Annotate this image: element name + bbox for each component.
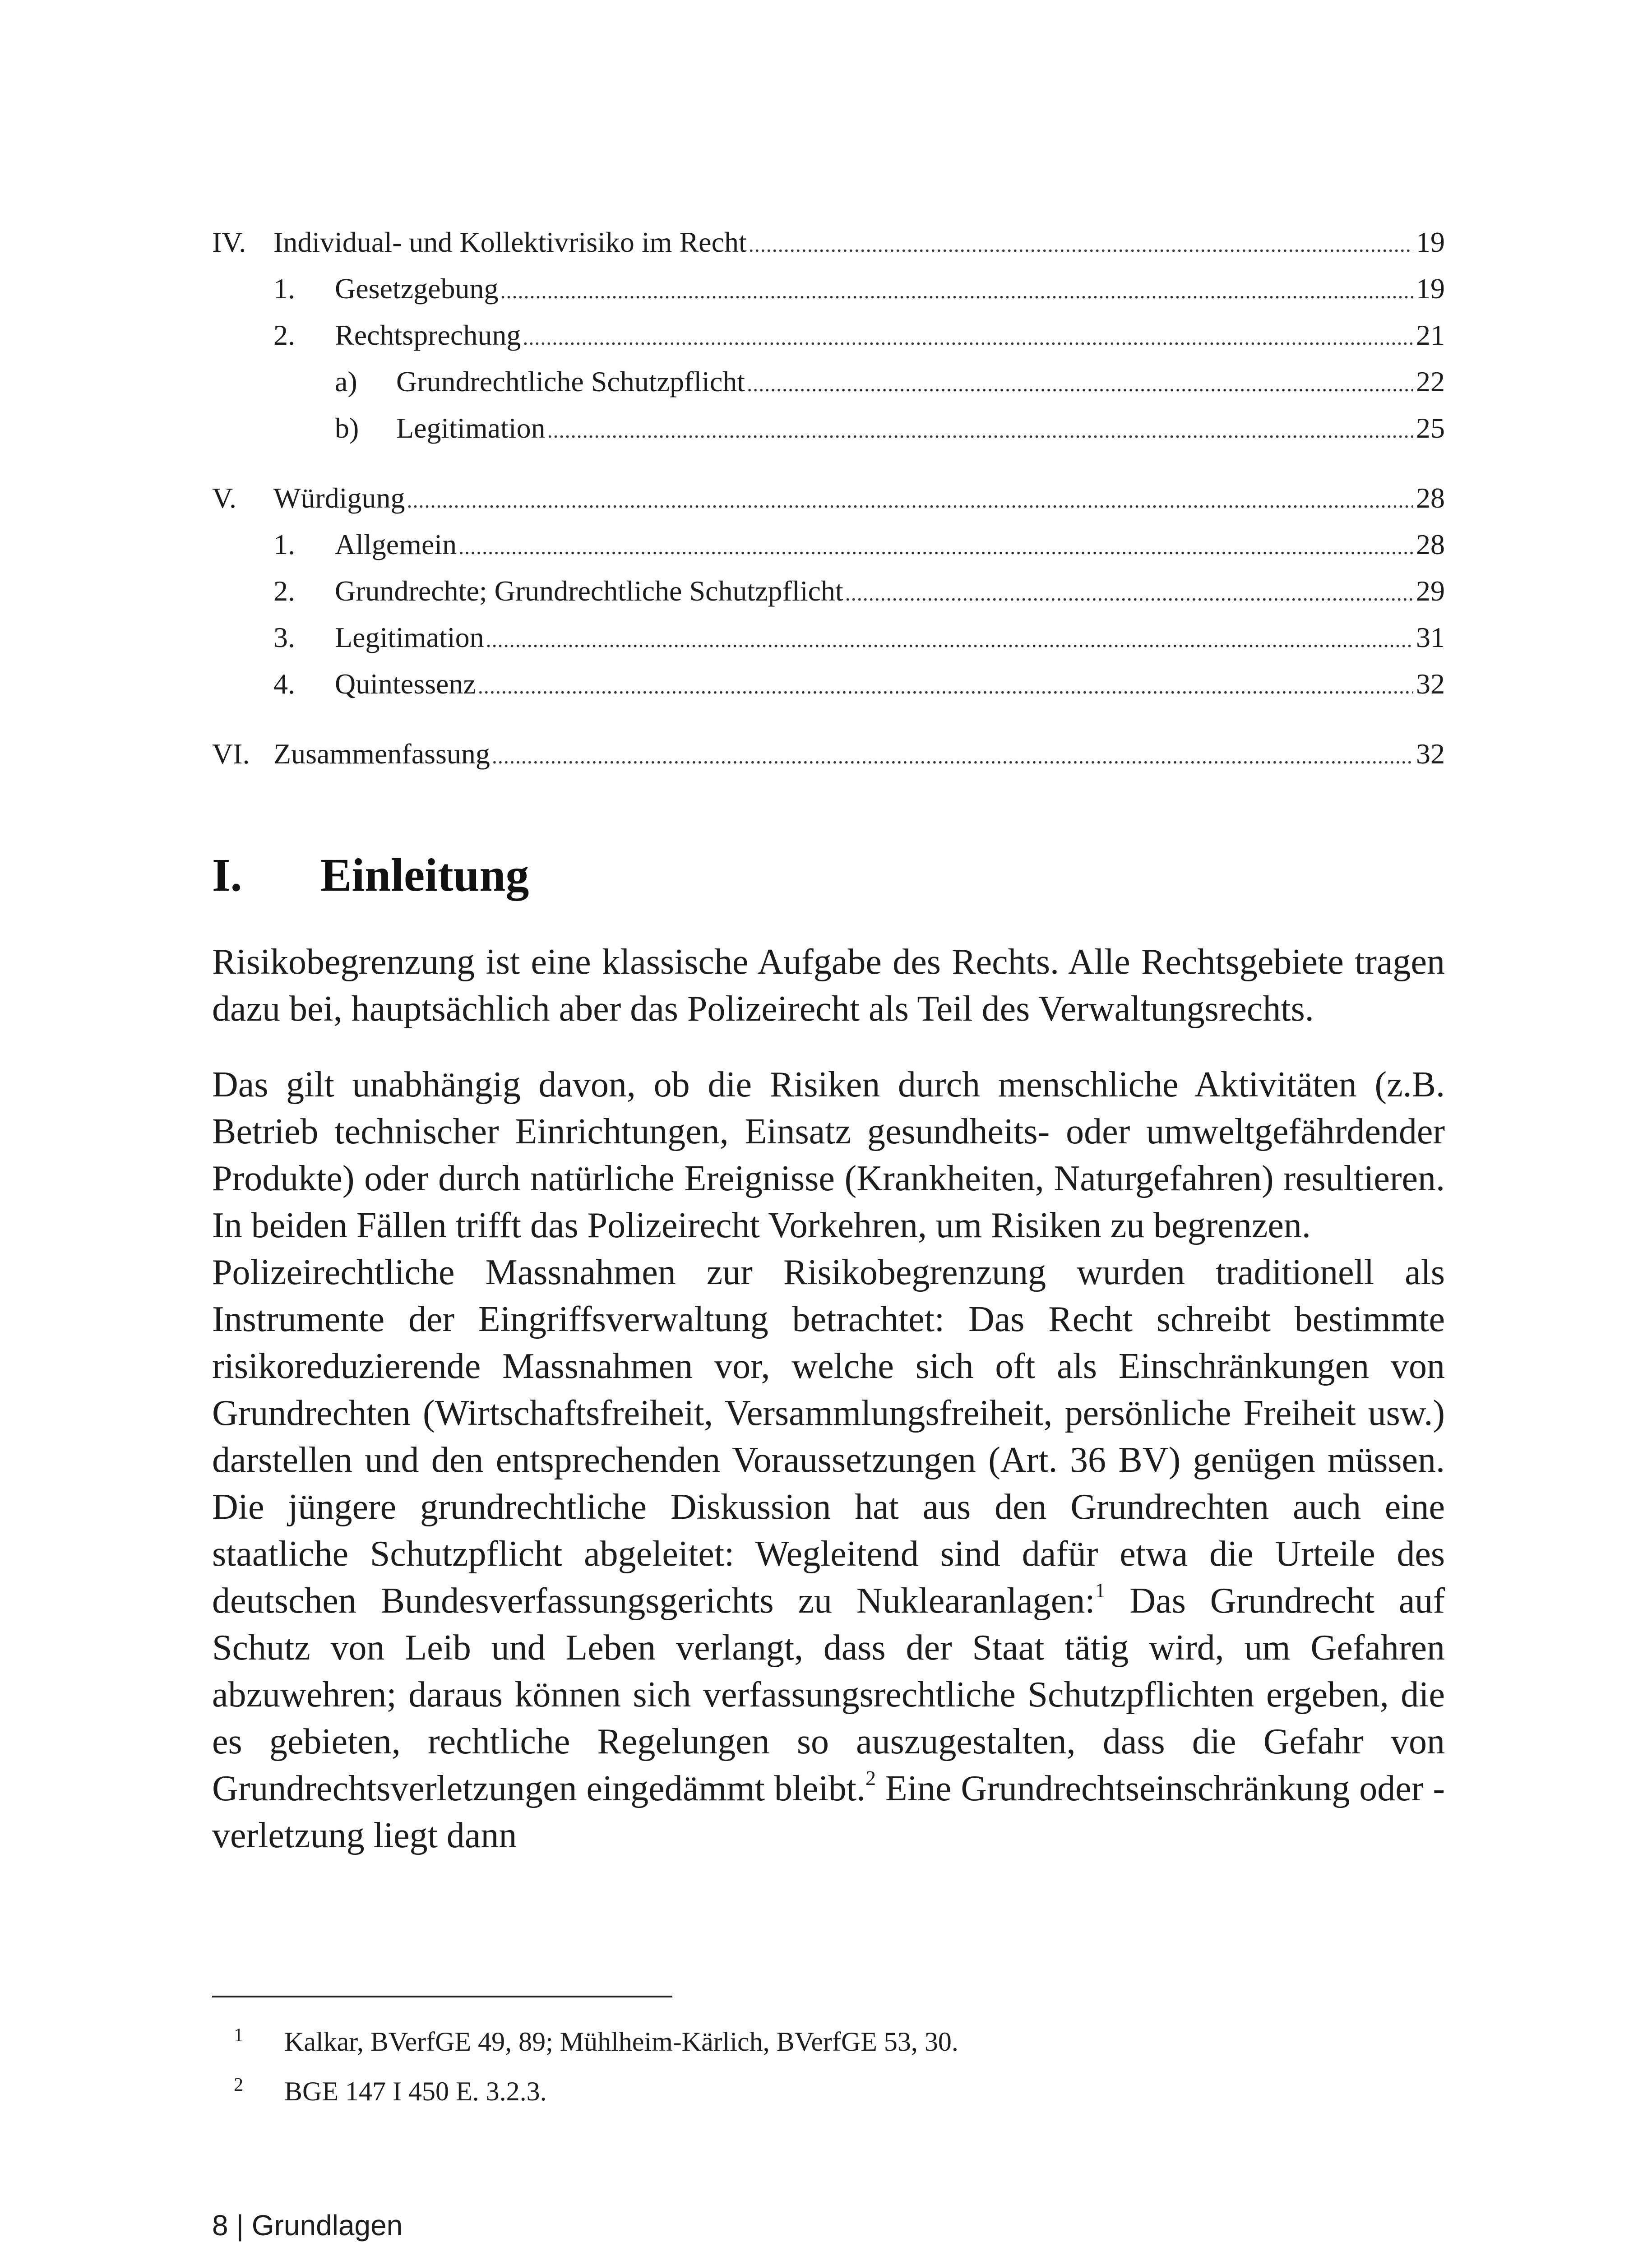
paragraph-text: Das Grundrecht auf Schutz von Leib und Leben verlangt, dass der Staat tätig wird, um Gefahren abzuwehren; daraus können sich verfassungsrechtliche Schutzpflichten ergeben, die es gebieten, rechtliche Regelungen so auszugestalten, dass die Gefahr von Grundrechtsverletzungen eingedämmt bleibt.	[212, 1581, 1445, 1808]
section-number: I.	[212, 849, 242, 901]
toc-dot-leader	[490, 730, 1413, 780]
toc-entry-number: 1.	[273, 273, 295, 305]
section-title: Einleitung	[320, 849, 529, 901]
toc-entry-page: 28	[1416, 482, 1445, 514]
toc-entry-page: 22	[1416, 365, 1445, 398]
footnotes	[212, 2017, 1445, 2116]
footnote-reference[interactable]: 2	[865, 1766, 876, 1789]
toc-entry-title: Grundrechtliche Schutzpflicht	[396, 365, 745, 398]
toc-entry-page: 31	[1416, 621, 1445, 653]
toc-entry-title: Würdigung	[273, 482, 405, 514]
toc-dot-leader	[457, 521, 1413, 570]
paragraph-text: Eine Grundrechtseinschränkung oder -verletzung liegt dann	[212, 1769, 1445, 1855]
toc-dot-leader	[405, 475, 1414, 524]
toc-entry-title: Zusammenfassung	[273, 738, 490, 770]
toc-entry-page: 19	[1416, 226, 1445, 258]
toc-dot-leader	[499, 265, 1413, 314]
table-of-contents	[212, 219, 1445, 777]
toc-dot-leader	[843, 568, 1413, 617]
toc-entry-number: 4.	[273, 668, 295, 700]
toc-entry[interactable]	[212, 614, 1445, 661]
toc-dot-leader	[747, 219, 1413, 268]
toc-entry[interactable]	[212, 405, 1445, 451]
footnote	[212, 2066, 1445, 2116]
section-heading	[212, 848, 529, 902]
toc-entry-page: 19	[1416, 273, 1445, 305]
paragraph: Das gilt unabhängig davon, ob die Risiken durch menschliche Aktivitäten (z.B. Betrieb technischer Einrichtungen, Einsatz gesundheits- oder umweltgefährdender Produkte) oder durch natürliche Ereignisse (Krankheiten, Naturgefahren) resultieren. In beiden Fällen trifft das Polizeirecht Vorkehren, um Risiken zu begrenzen.	[212, 1065, 1445, 1245]
toc-entry-page: 25	[1416, 412, 1445, 444]
toc-entry-page: 29	[1416, 575, 1445, 607]
paragraph: Risikobegrenzung ist eine klassische Aufgabe des Rechts. Alle Rechtsgebiete tragen dazu bei, hauptsächlich aber das Polizeirecht als Teil des Verwaltungsrechts.	[212, 942, 1445, 1029]
toc-entry-page: 32	[1416, 738, 1445, 770]
toc-entry[interactable]	[212, 219, 1445, 265]
toc-dot-leader	[745, 358, 1413, 407]
toc-entry-page: 32	[1416, 668, 1445, 700]
page-footer: 8 | Grundlagen	[212, 2209, 403, 2242]
body-text	[212, 938, 1445, 1859]
toc-dot-leader	[484, 614, 1413, 663]
paragraph	[212, 1249, 1445, 1859]
toc-entry[interactable]	[212, 568, 1445, 614]
footnote-divider	[212, 1996, 672, 1997]
toc-dot-leader	[546, 405, 1413, 454]
toc-entry[interactable]	[212, 358, 1445, 405]
toc-entry-number: 2.	[273, 575, 295, 607]
toc-entry-title: Gesetzgebung	[335, 273, 499, 305]
toc-entry-page: 28	[1416, 528, 1445, 560]
paragraph-text: Polizeirechtliche Massnahmen zur Risikobegrenzung wurden traditionell als Instrumente der Eingriffsverwaltung betrachtet: Das Recht schreibt bestimmte risikoreduzierende Massnahmen vor, welche sich oft als Einschränkungen von Grundrechten (Wirtschaftsfreiheit, Versammlungsfreiheit, persönliche Freiheit usw.) darstellen und den entsprechenden Voraussetzungen (Art. 36 BV) genügen müssen. Die jüngere grundrechtliche Diskussion hat aus den Grundrechten auch eine staatliche Schutzpflicht abgeleitet: Wegleitend sind dafür etwa die Urteile des deutschen Bundesverfassungsgerichts zu Nuklearanlagen:	[212, 1253, 1445, 1621]
toc-entry-number: b)	[335, 412, 359, 444]
toc-entry-number: IV.	[212, 226, 246, 258]
toc-entry-number: V.	[212, 482, 236, 514]
toc-entry[interactable]	[212, 312, 1445, 358]
footnote-reference[interactable]: 1	[1095, 1579, 1106, 1602]
toc-entry-title: Rechtsprechung	[335, 319, 521, 351]
toc-entry-title: Quintessenz	[335, 668, 476, 700]
toc-entry-number: VI.	[212, 738, 250, 770]
toc-entry[interactable]	[212, 661, 1445, 707]
toc-dot-leader	[521, 312, 1413, 361]
toc-entry-number: 3.	[273, 621, 295, 653]
toc-entry-page: 21	[1416, 319, 1445, 351]
footnote-number: 2	[234, 2075, 243, 2095]
toc-entry-number: a)	[335, 365, 357, 398]
toc-entry-title: Grundrechte; Grundrechtliche Schutzpflicht	[335, 575, 843, 607]
toc-entry[interactable]	[212, 521, 1445, 568]
toc-entry-number: 1.	[273, 528, 295, 560]
footnote-text: Kalkar, BVerfGE 49, 89; Mühlheim-Kärlich, BVerfGE 53, 30.	[284, 2027, 958, 2057]
toc-entry[interactable]	[212, 265, 1445, 312]
toc-entry-number: 2.	[273, 319, 295, 351]
footnote	[212, 2017, 1445, 2066]
toc-entry-title: Legitimation	[335, 621, 484, 653]
footnote-number: 1	[234, 2025, 243, 2046]
toc-entry[interactable]	[212, 730, 1445, 777]
toc-dot-leader	[476, 661, 1413, 710]
toc-entry-title: Legitimation	[396, 412, 546, 444]
toc-entry-title: Individual- und Kollektivrisiko im Recht	[273, 226, 747, 258]
footnote-text: BGE 147 I 450 E. 3.2.3.	[284, 2076, 547, 2106]
toc-entry-title: Allgemein	[335, 528, 457, 560]
toc-entry[interactable]	[212, 475, 1445, 521]
